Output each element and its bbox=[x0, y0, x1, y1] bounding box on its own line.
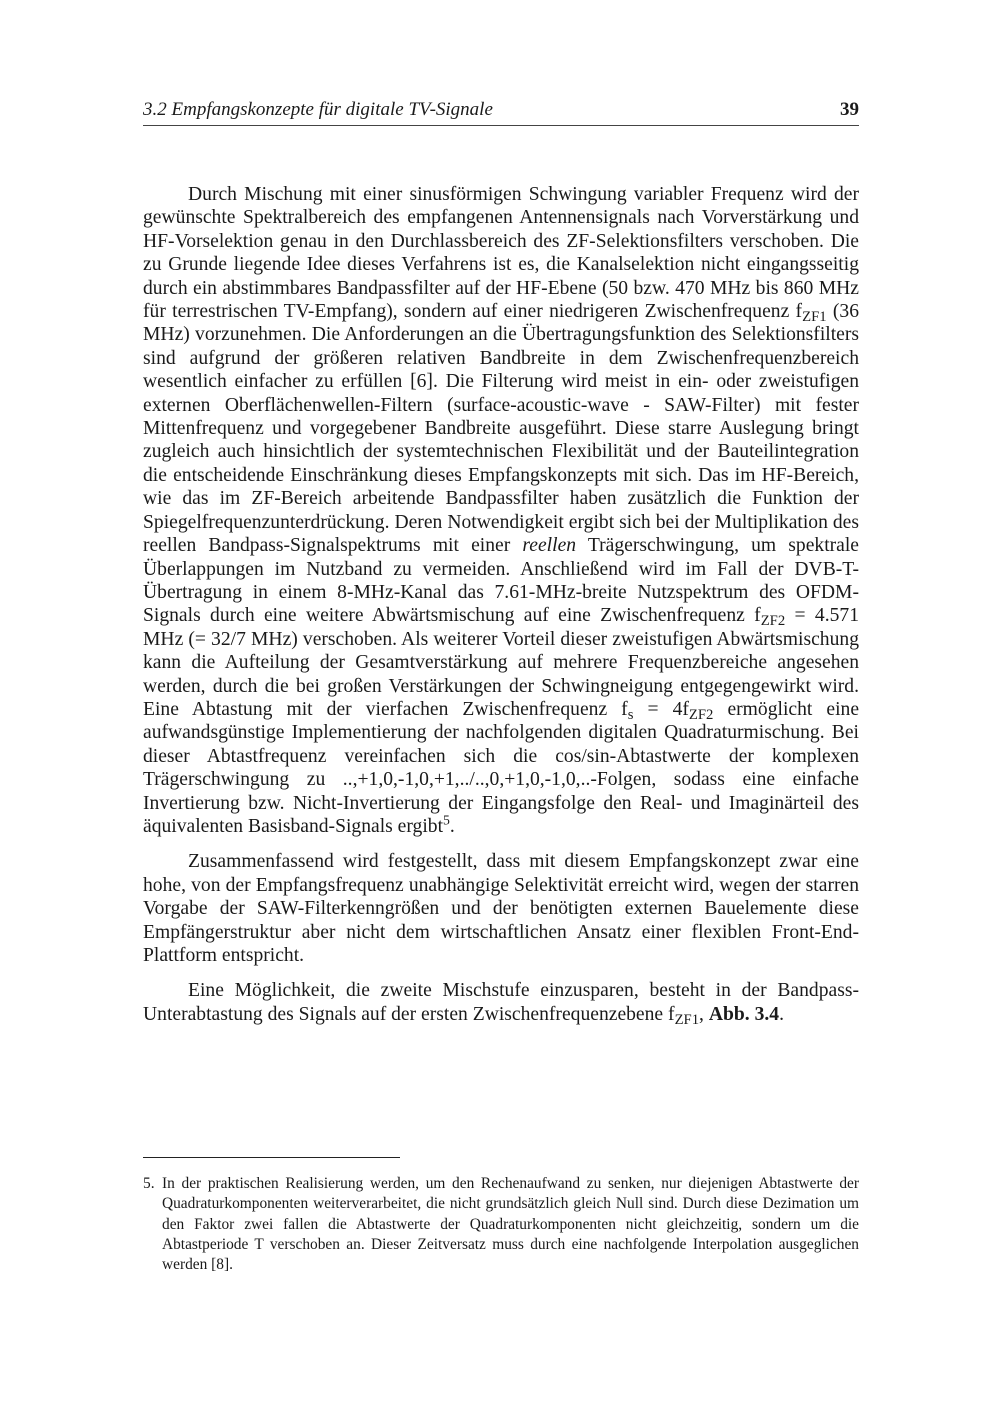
footnote bbox=[143, 1174, 859, 1275]
text-run: (36 MHz) vorzunehmen. Die Anforderungen an die Übertragungsfunktion des Selektionsfilters sind aufgrund der größeren relativen Bandbreite in dem Zwischenfrequenzbereich wesentlich einfacher zu erfüllen [6]. Die Filterung wird meist in ein- oder zweistufigen externen Oberflächenwellen-Filtern (surface-acoustic-wave - SAW-Filter) mit fester Mittenfrequenz und vorgegebener Bandbreite ausgeführt. Diese starre Auslegung bringt zugleich auch hinsichtlich der systemtechnischen Flexibilität und der Bauteilintegration die entscheidende Einschränkung dieses Empfangskonzepts mit sich. Das im HF-Bereich, wie das im ZF-Bereich arbeitende Bandpassfilter haben zusätzlich die Funktion der Spiegelfrequenzunterdrückung. Deren Notwendigkeit ergibt sich bei der Multiplikation des reellen Bandpass-Signalspektrums mit einer bbox=[143, 301, 859, 557]
footnote-number: 5. bbox=[143, 1175, 155, 1192]
text-run: . bbox=[779, 1003, 784, 1025]
section-title: 3.2 Empfangskonzepte für digitale TV-Signale bbox=[143, 99, 493, 120]
text-run: Zusammenfassend wird festgestellt, dass mit diesem Empfangskonzept zwar eine hohe, von der Empfangsfrequenz unabhängige Selektivität erreicht wird, wegen der starren Vorgabe der SAW-Filterkenngrößen und der benötigten externen Bauelemente diese Empfängerstruktur aber nicht dem wirtschaftlichen Ansatz einer flexiblen Front-End-Plattform entspricht. bbox=[143, 851, 859, 966]
figure-ref: Abb. 3.4 bbox=[708, 1003, 780, 1025]
text-run: Eine Möglichkeit, die zweite Mischstufe einzusparen, besteht in der Bandpass-Unterabtastung des Signals auf der ersten Zwischenfrequenzebene f bbox=[143, 980, 859, 1025]
subscript: ZF2 bbox=[760, 613, 786, 630]
paragraph bbox=[143, 979, 859, 1026]
paragraph bbox=[143, 850, 859, 967]
running-header bbox=[143, 97, 859, 126]
text-run: Durch Mischung mit einer sinusförmigen Schwingung variabler Frequenz wird der gewünschte Spektralbereich des empfangenen Antennensignals nach Vorverstärkung und HF-Vorselektion genau in den Durchlassbereich des ZF-Selektionsfilters verschoben. Die zu Grunde liegende Idee dieses Verfahrens ist es, die Kanalselektion nicht eingangsseitig durch ein abstimmbares Bandpassfilter auf der HF-Ebene (50 bzw. 470 MHz bis 860 MHz für terrestrischen TV-Empfang), sondern auf einer niedrigeren Zwischenfrequenz f bbox=[143, 184, 859, 323]
text-run: Trägerschwingung, um spektrale Überlappungen im Nutzband zu vermeiden. Anschließend wird im Fall der DVB-T-Übertragung in einem 8-MHz-Kanal das 7.61-MHz-breite Nutzspektrum des OFDM-Signals durch eine weitere Abwärtsmischung auf eine Zwischenfrequenz f bbox=[143, 535, 860, 627]
subscript: ZF2 bbox=[688, 707, 714, 724]
footnote-ref: 5 bbox=[443, 812, 450, 828]
text-run: , bbox=[699, 1003, 709, 1025]
subscript: ZF1 bbox=[802, 309, 827, 326]
text-run: = 4f bbox=[633, 698, 689, 720]
text-run: ermöglicht eine aufwandsgünstige Implementierung der nachfolgenden digitalen Quadraturmischung. Bei dieser Abtastfrequenz vereinfachen sich die cos/sin-Abtastwerte der komplexen Trägerschwingung zu ..,+1,0,-1,0,+1,../..,0,+1,0,-1,0,..-Folgen, sodass eine einfache Invertierung bzw. Nicht-Invertierung der Eingangsfolge den Real- und Imaginärteil des äquivalenten Basisband-Signals ergibt bbox=[143, 698, 860, 837]
footnote-text: In der praktischen Realisierung werden, um den Rechenaufwand zu senken, nur diejenigen Abtastwerte der Quadraturkomponenten weiterverarbeitet, die nicht grundsätzlich gleich Null sind. Durch diese Dezimation um den Faktor zwei fallen die Abtastwerte der Quadraturkomponenten nicht gleichzeitig, sondern um die Abtastperiode T verschoben an. Dieser Zeitversatz muss durch eine nachfolgende Interpolation ausgeglichen werden [8]. bbox=[162, 1175, 859, 1274]
text-run: = 4.571 MHz (= 32/7 MHz) verschoben. Als weiterer Vorteil dieser zweistufigen Abwärtsmischung kann die Aufteilung der Gesamtverstärkung auf mehrere Frequenzbereiche angesehen werden, durch die bei großen Verstärkungen der Schwingneigung entgegengewirkt wird. Eine Abtastung mit der vierfachen Zwischenfrequenz f bbox=[143, 605, 860, 720]
page-number: 39 bbox=[840, 99, 859, 120]
subscript: ZF1 bbox=[674, 1011, 700, 1028]
footnote-rule bbox=[143, 1157, 400, 1158]
paragraph bbox=[143, 183, 859, 838]
text-run: . bbox=[449, 815, 455, 837]
body-text bbox=[143, 183, 859, 1026]
subscript: s bbox=[627, 707, 634, 724]
emphasis: reellen bbox=[522, 535, 577, 557]
